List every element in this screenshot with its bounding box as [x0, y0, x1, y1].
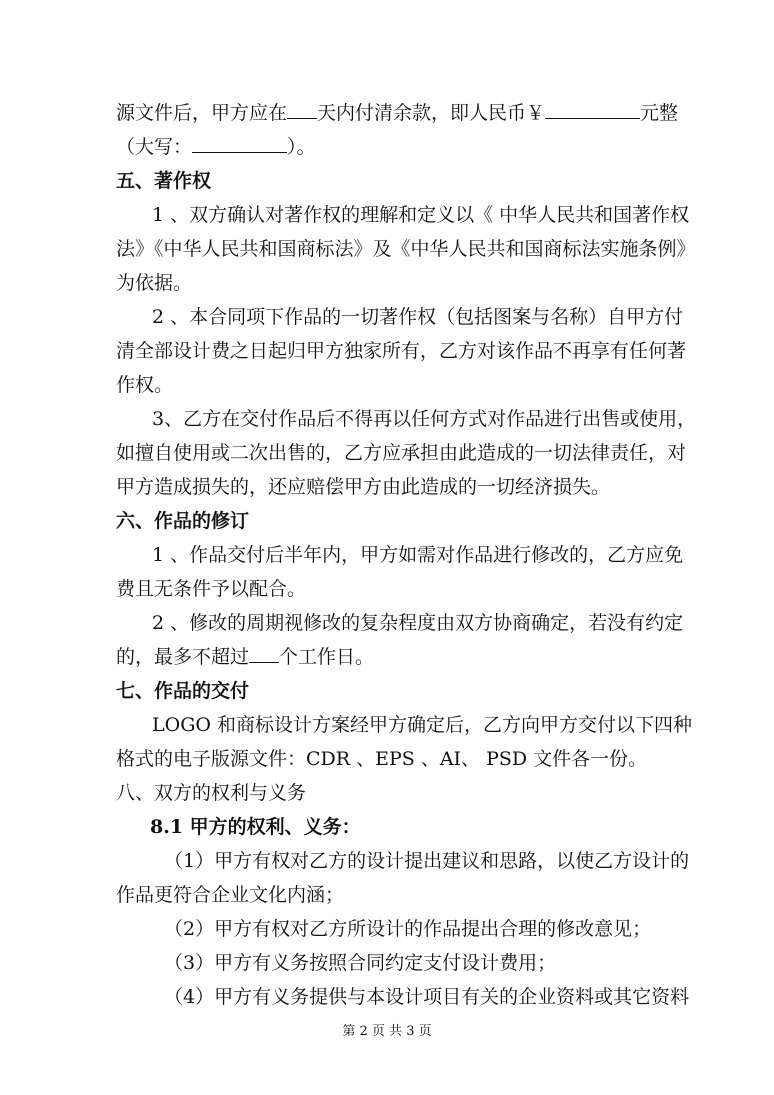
paragraph-line: （1）甲方有权对乙方的设计提出建议和思路，以使乙方设计的 [164, 850, 690, 872]
fill-blank-days [287, 102, 317, 119]
text: （大写： [116, 136, 193, 158]
fill-blank-amount [545, 102, 640, 119]
text: ）。 [287, 136, 316, 158]
fill-blank-workdays [249, 646, 279, 663]
paragraph-line: 甲方造成损失的，还应赔偿甲方由此造成的一切经济损失。 [116, 476, 611, 498]
text-line [0, 135, 774, 159]
paragraph-line: 为依据。 [116, 272, 193, 294]
section-heading-5: 五、著作权 [116, 170, 212, 192]
subsection-heading-8-1: 8.1 甲方的权利、义务： [150, 816, 361, 838]
section-heading-8: 八、双方的权利与义务 [116, 782, 307, 804]
paragraph-line [0, 645, 774, 669]
paragraph-line: 2 、修改的周期视修改的复杂程度由双方协商确定，若没有约定 [152, 612, 684, 634]
section-heading-7: 七、作品的交付 [116, 680, 250, 702]
text-line [0, 101, 774, 125]
paragraph-line: 格式的电子版源文件：CDR 、EPS 、AI、 PSD 文件各一份。 [116, 748, 648, 770]
paragraph-line: 作品更符合企业文化内涵； [116, 884, 345, 906]
paragraph-line: 1 、作品交付后半年内，甲方如需对作品进行修改的，乙方应免 [152, 544, 684, 566]
text: 天内付清余款，即人民币￥ [317, 102, 546, 124]
text: 源文件后，甲方应在 [116, 102, 288, 124]
paragraph-line: 如擅自使用或二次出售的，乙方应承担由此造成的一切法律责任，对 [116, 442, 687, 464]
paragraph-line: 3、乙方在交付作品后不得再以任何方式对作品进行出售或使用， [152, 408, 697, 430]
text: 个工作日。 [279, 646, 375, 668]
text: 元整 [640, 102, 679, 124]
paragraph-line: 2 、本合同项下作品的一切著作权（包括图案与名称）自甲方付 [152, 306, 684, 328]
paragraph-line: 费且无条件予以配合。 [116, 578, 307, 600]
paragraph-line: （4）甲方有义务提供与本设计项目有关的企业资料或其它资料 [164, 986, 690, 1008]
paragraph-line: 清全部设计费之日起归甲方独家所有，乙方对该作品不再享有任何著 [116, 340, 687, 362]
paragraph-line: 1 、双方确认对著作权的理解和定义以《 中华人民共和国著作权 [152, 204, 690, 226]
fill-blank-amount-words [192, 136, 287, 153]
text: 的，最多不超过 [116, 646, 250, 668]
page-number-footer: 第 2 页 共 3 页 [342, 1024, 432, 1039]
paragraph-line: （3）甲方有义务按照合同约定支付设计费用； [164, 952, 557, 974]
section-heading-6: 六、作品的修订 [116, 510, 250, 532]
paragraph-line: LOGO 和商标设计方案经甲方确定后，乙方向甲方交付以下四种 [152, 714, 692, 736]
paragraph-line: 作权。 [116, 374, 174, 396]
paragraph-line: 法》《中华人民共和国商标法》及《中华人民共和国商标法实施条例》 [116, 238, 696, 260]
paragraph-line: （2）甲方有权对乙方所设计的作品提出合理的修改意见； [164, 918, 652, 940]
